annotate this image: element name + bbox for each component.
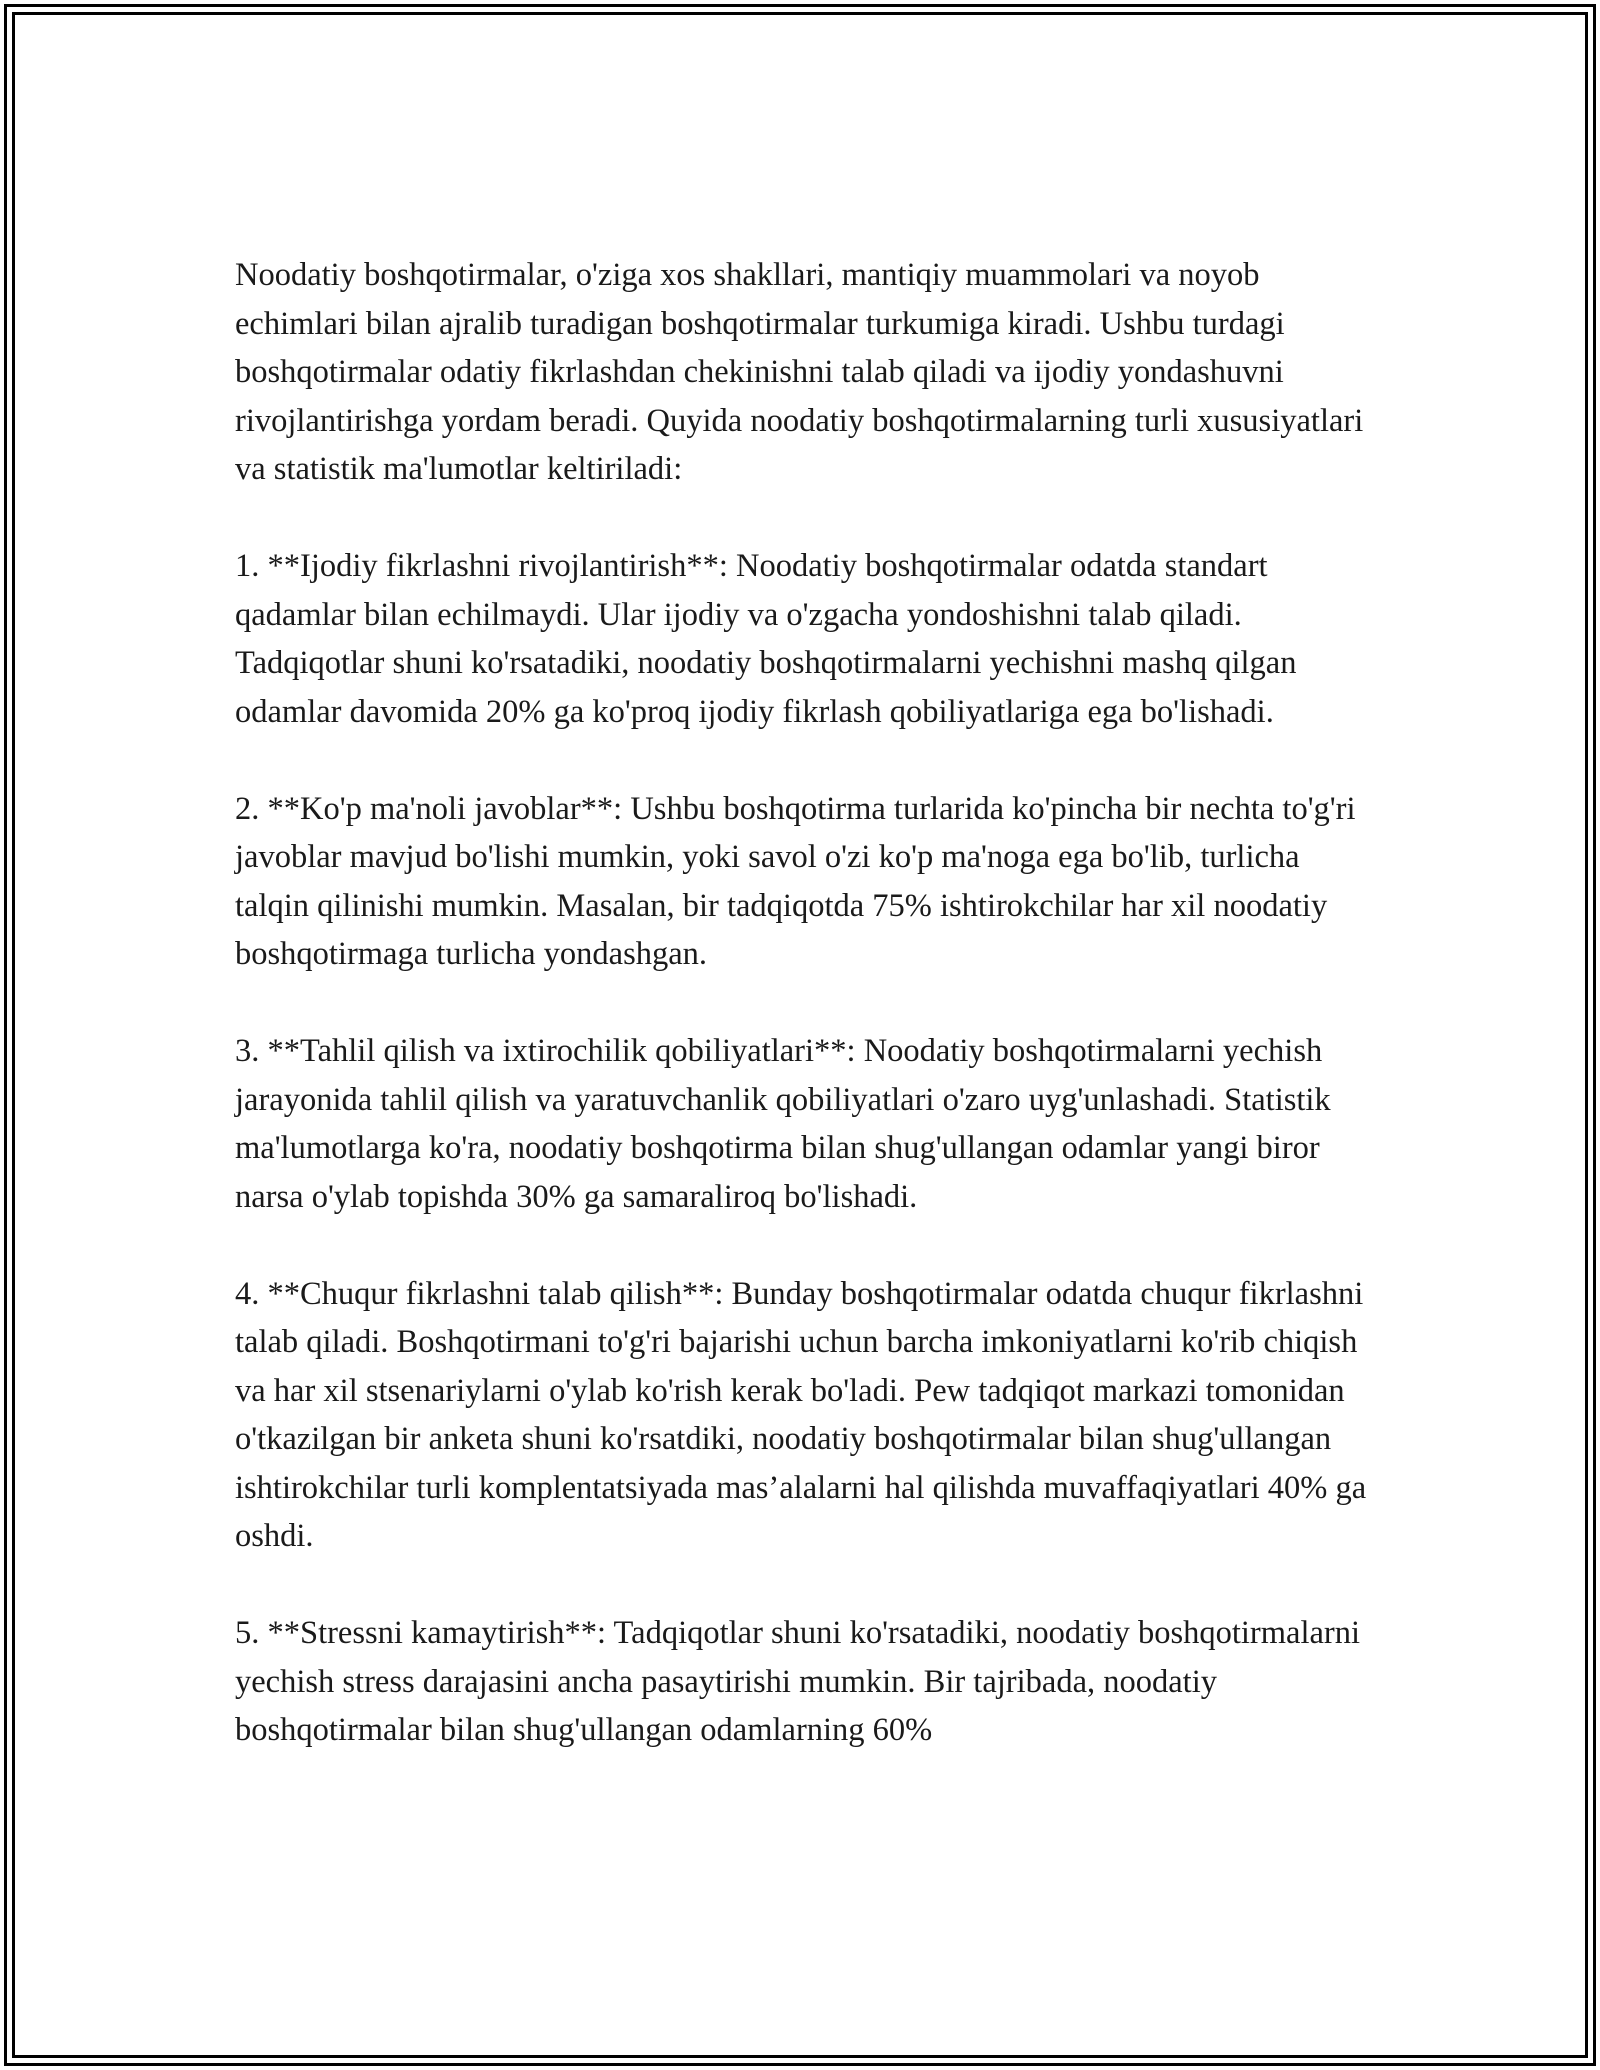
list-item-stress-reduction: 5. **Stressni kamaytirish**: Tadqiqotlar shuni ko'rsatadiki, noodatiy boshqotirmalarni yechish stress darajasini ancha pasaytirishi mumkin. Bir tajribada, noodatiy boshqotirmalar bilan shug'ullangan odamlarning 60%	[235, 1615, 1360, 1748]
list-item-creative-thinking: 1. **Ijodiy fikrlashni rivojlantirish**: Noodatiy boshqotirmalar odatda standart qadamlar bilan echilmaydi. Ular ijodiy va o'zgacha yondoshishni talab qiladi. Tadqiqotlar shuni ko'rsatadiki, noodatiy boshqotirmalarni yechishni mashq qilgan odamlar davomida 20% ga ko'proq ijodiy fikrlash qobiliyatlariga ega bo'lishadi.	[235, 548, 1297, 730]
intro-paragraph: Noodatiy boshqotirmalar, o'ziga xos shakllari, mantiqiy muammolari va noyob echimlari bilan ajralib turadigan boshqotirmalar turkumiga kiradi. Ushbu turdagi boshqotirmalar odatiy fikrlashdan chekinishni talab qiladi va ijodiy yondashuvni rivojlantirishga yordam beradi. Quyida noodatiy boshqotirmalarning turli xususiyatlari va statistik ma'lumotlar keltiriladi:	[235, 257, 1364, 487]
document-body	[235, 251, 1375, 1755]
list-item-deep-thinking: 4. **Chuqur fikrlashni talab qilish**: Bunday boshqotirmalar odatda chuqur fikrlashni talab qiladi. Boshqotirmani to'g'ri bajarishi uchun barcha imkoniyatlarni ko'rib chiqish va har xil stsenariylarni o'ylab ko'rish kerak bo'ladi. Pew tadqiqot markazi tomonidan o'tkazilgan bir anketa shuni ko'rsatdiki, noodatiy boshqotirmalar bilan shug'ullangan ishtirokchilar turli komplentatsiyada mas’alalarni hal qilishda muvaffaqiyatlari 40% ga oshdi.	[235, 1275, 1367, 1554]
list-item-multiple-answers: 2. **Ko'p ma'noli javoblar**: Ushbu boshqotirma turlarida ko'pincha bir nechta to'g'ri javoblar mavjud bo'lishi mumkin, yoki savol o'zi ko'p ma'noga ega bo'lib, turlicha talqin qilinishi mumkin. Masalan, bir tadqiqotda 75% ishtirokchilar har xil noodatiy boshqotirmaga turlicha yondashgan.	[235, 790, 1356, 972]
list-item-analysis-invention: 3. **Tahlil qilish va ixtirochilik qobiliyatlari**: Noodatiy boshqotirmalarni yechish jarayonida tahlil qilish va yaratuvchanlik qobiliyatlari o'zaro uyg'unlashadi. Statistik ma'lumotlarga ko'ra, noodatiy boshqotirma bilan shug'ullangan odamlar yangi biror narsa o'ylab topishda 30% ga samaraliroq bo'lishadi.	[235, 1033, 1331, 1215]
